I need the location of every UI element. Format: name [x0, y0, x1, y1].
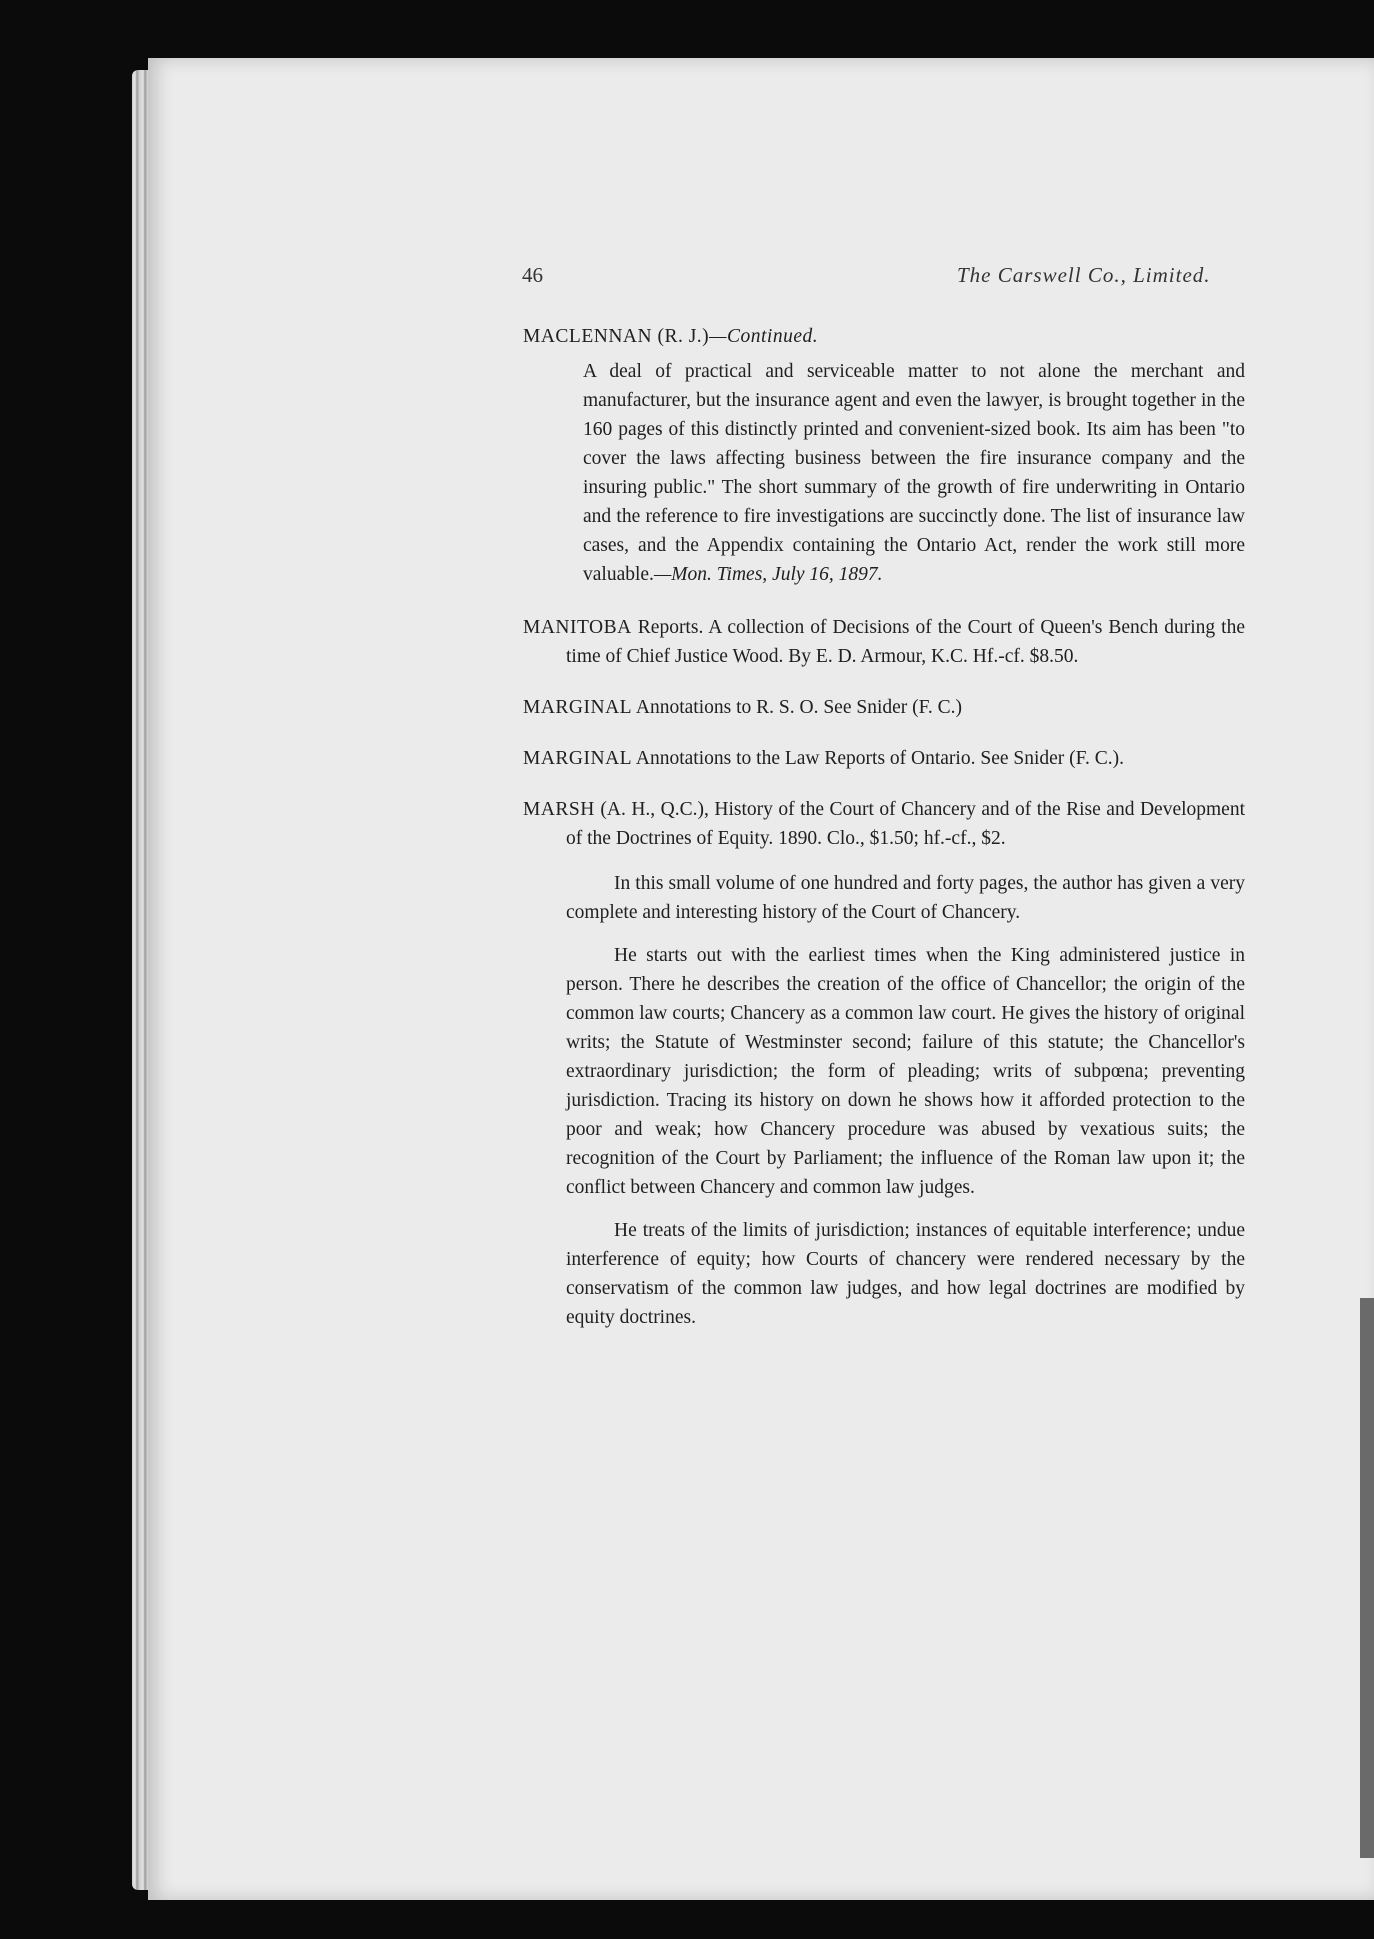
- catalog-entry: [523, 693, 1245, 722]
- quote-source: —Mon. Times, July 16, 1897.: [653, 564, 883, 585]
- entry-continued-heading: [523, 322, 1245, 351]
- review-paragraph: He starts out with the earliest times when the King administered justice in person. There he describes the creation of the office of Chancellor; the origin of the common law courts; Chancery as a common law court. He gives the history of original writs; the Statute of Westminster second; failure of this statute; the Chancellor's extraordinary jurisdiction; the form of pleading; writs of subpœna; preventing jurisdiction. Tracing its history on down he shows how it afforded protection to the poor and weak; how Chancery procedure was abused by vexatious suits; the recognition of the Court by Parliament; the influence of the Roman law upon it; the conflict between Chancery and common law judges.: [566, 945, 1245, 1198]
- continued-label: —Continued.: [709, 326, 819, 347]
- entry-text: (A. H., Q.C.), History of the Court of Chancery and of the Rise and Development of the Doctrines of Equity. 1890. Clo., $1.50; hf.-cf., $2.: [566, 799, 1246, 849]
- entry-heading: MARGINAL: [523, 697, 633, 718]
- entry-heading: MANITOBA: [523, 617, 632, 638]
- catalog-entry: [523, 613, 1245, 671]
- catalog-entry: [523, 795, 1245, 853]
- entry-heading: MACLENNAN (R. J.): [523, 326, 710, 347]
- review-paragraph: In this small volume of one hundred and forty pages, the author has given a very complete and interesting history of the Court of Chancery.: [566, 873, 1245, 923]
- review-paragraph: He treats of the limits of jurisdiction; instances of equitable interference; undue interference of equity; how Courts of chancery were rendered necessary by the conservatism of the common law judges, and how legal doctrines are modified by equity doctrines.: [566, 1220, 1245, 1328]
- page-header: [372, 263, 1252, 293]
- catalog-entry: [523, 744, 1245, 773]
- review-quote: [523, 357, 1245, 589]
- entry-text: Annotations to R. S. O. See Snider (F. C.): [635, 697, 963, 718]
- running-title: The Carswell Co., Limited.: [957, 263, 1211, 287]
- entry-text: Annotations to the Law Reports of Ontario. See Snider (F. C.).: [635, 748, 1124, 769]
- entry-heading: MARGINAL: [523, 748, 633, 769]
- page-right-edge: [1360, 1298, 1374, 1858]
- entry-text: Reports. A collection of Decisions of the Court of Queen's Bench during the time of Chief Justice Wood. By E. D. Armour, K.C. Hf.-cf. $8.50.: [566, 617, 1246, 667]
- page-content: [523, 322, 1245, 1346]
- quote-text: A deal of practical and serviceable matter to not alone the merchant and manufacturer, but the insurance agent and even the lawyer, is brought together in the 160 pages of this distinctly printed and convenient-sized book. Its aim has been "to cover the laws affecting business between the fire insurance company and the insuring public." The short summary of the growth of fire underwriting in Ontario and the reference to fire investigations are succinctly done. The list of insurance law cases, and the Appendix containing the Ontario Act, render the work still more valuable.: [583, 361, 1245, 585]
- page-number: 46: [522, 263, 543, 287]
- entry-heading: MARSH: [523, 799, 595, 820]
